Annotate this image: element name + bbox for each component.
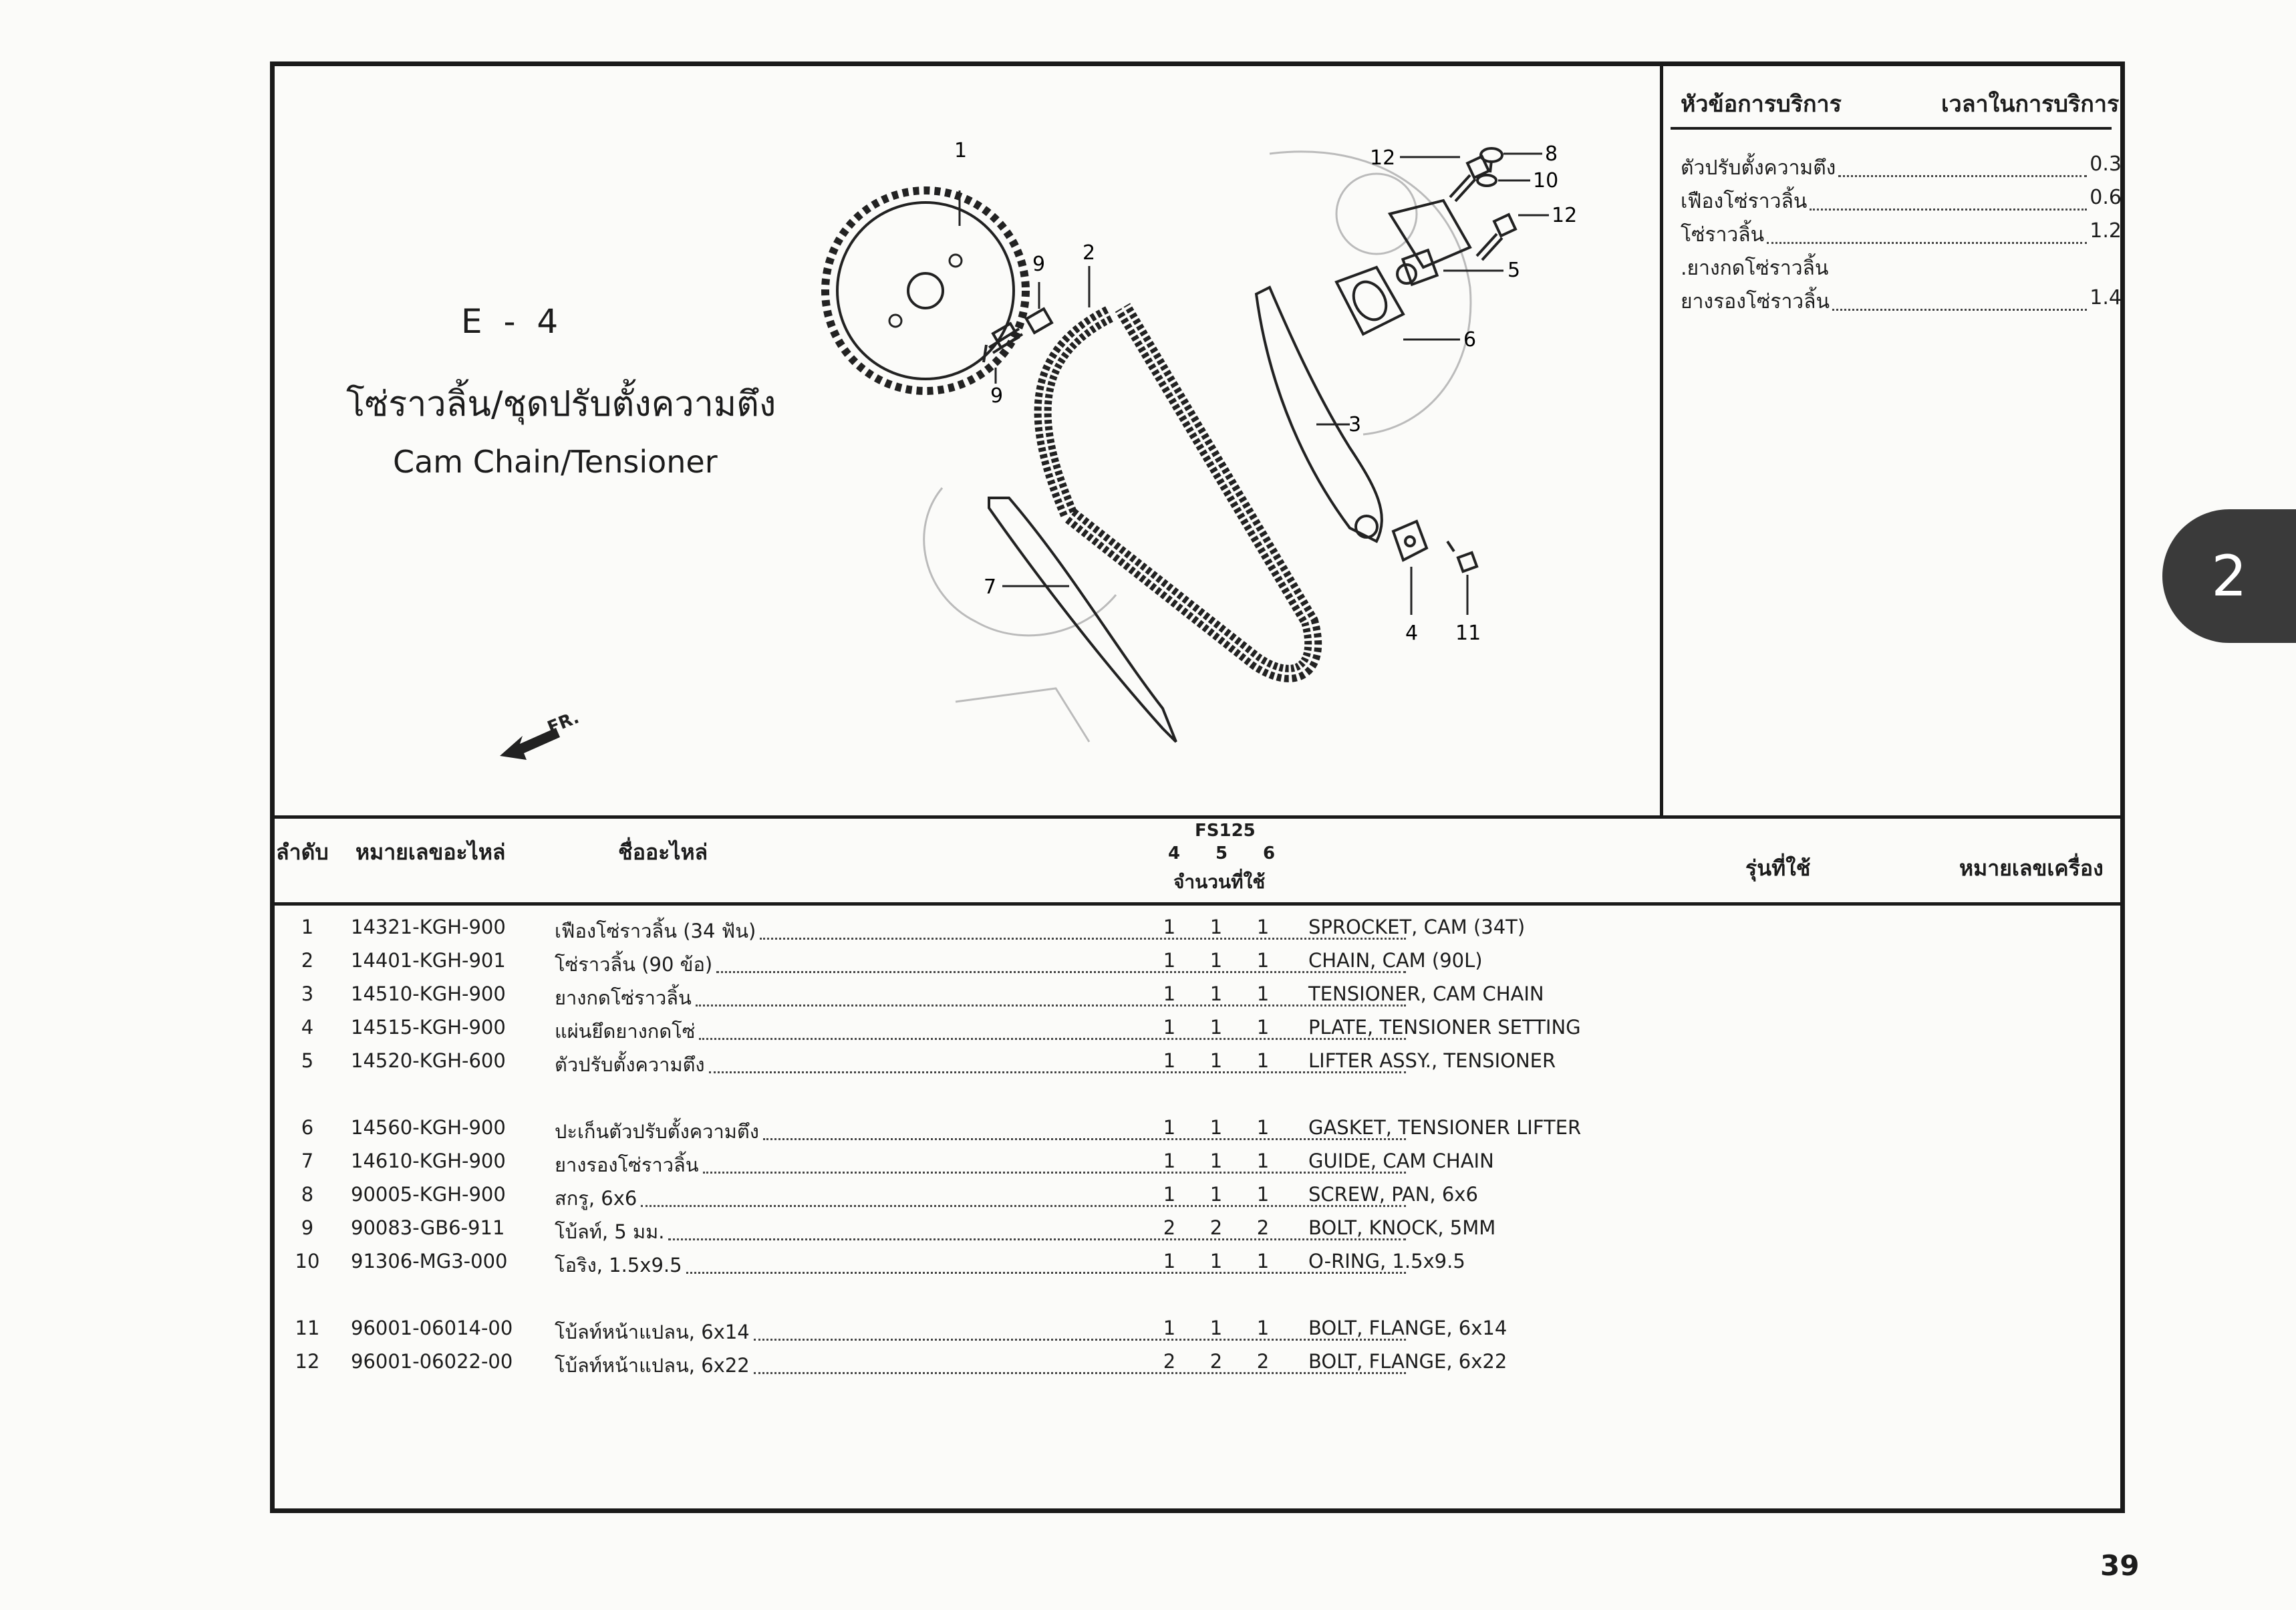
part-name-english: PLATE, TENSIONER SETTING: [1308, 1016, 1581, 1039]
qty-col-5: 1: [1209, 982, 1223, 1005]
row-number: 3: [301, 982, 314, 1005]
qty-col-6: 1: [1256, 1250, 1270, 1272]
qty-col-6: 1: [1256, 1049, 1270, 1072]
qty-col-4: 1: [1163, 1116, 1176, 1139]
row-number: 2: [301, 949, 314, 972]
part-number: 90083-GB6-911: [351, 1216, 505, 1239]
direction-label: FR.: [545, 707, 582, 739]
leader-dots: [1767, 219, 2087, 244]
part-name-thai-text: โบ้ลท์หน้าแปลน, 6x22: [555, 1354, 750, 1377]
part-name-thai-text: ตัวปรับตั้งความตึง: [555, 1053, 705, 1076]
service-item: [1681, 186, 2122, 217]
qty-col-5: 2: [1209, 1216, 1223, 1239]
service-item: [1681, 286, 2122, 317]
service-item-time: 0.6: [2090, 186, 2122, 209]
service-item-time: 0.3: [2090, 152, 2122, 176]
leader-dots: [1838, 152, 2087, 177]
callout-12-top: 12: [1370, 146, 1396, 170]
cam-sprocket: [825, 190, 1026, 391]
header-model: FS125: [1195, 821, 1256, 841]
cam-chain: [1043, 307, 1314, 674]
qty-col-6: 1: [1256, 1016, 1270, 1039]
part-name-english: LIFTER ASSY., TENSIONER: [1308, 1049, 1556, 1072]
section-title-english: Cam Chain/Tensioner: [393, 444, 718, 480]
qty-col-6: 2: [1256, 1350, 1270, 1373]
part-name-english: GUIDE, CAM CHAIN: [1308, 1150, 1494, 1172]
page-number: 39: [2100, 1549, 2140, 1582]
part-name-thai: [555, 1049, 1410, 1080]
knock-bolt: [984, 309, 1052, 362]
leader-dots: [703, 1150, 1406, 1174]
service-item: [1681, 253, 2122, 284]
part-name-thai-text: โอริง, 1.5x9.5: [555, 1254, 682, 1277]
part-name-thai: [555, 1016, 1410, 1047]
table-row: [287, 1216, 1624, 1250]
qty-col-6: 1: [1256, 949, 1270, 972]
section-code: E - 4: [461, 302, 564, 341]
row-number: 8: [301, 1183, 314, 1206]
leader-dots: [709, 1049, 1406, 1073]
service-item-time: 1.4: [2090, 286, 2122, 309]
table-row: [287, 982, 1624, 1016]
part-name-thai-text: ปะเก็นตัวปรับตั้งความตึง: [555, 1120, 759, 1143]
qty-col-6: 1: [1256, 1150, 1270, 1172]
qty-col-5: 1: [1209, 1150, 1223, 1172]
part-number: 96001-06014-00: [351, 1317, 513, 1339]
service-topic-header: หัวข้อการบริการ: [1681, 91, 1842, 118]
table-row: [287, 1350, 1624, 1383]
leader-dots: [686, 1250, 1406, 1274]
part-number: 14610-KGH-900: [351, 1150, 506, 1172]
tensioner-setting-plate: [1393, 521, 1427, 560]
table-row: [287, 1317, 1624, 1350]
row-number: 12: [295, 1350, 320, 1373]
qty-col-5: 1: [1209, 1116, 1223, 1139]
divider-service-header: [1671, 127, 2112, 130]
part-name-english: SCREW, PAN, 6x6: [1308, 1183, 1478, 1206]
header-model-col-6: 6: [1263, 843, 1276, 863]
header-model-col-5: 5: [1215, 843, 1228, 863]
qty-col-4: 1: [1163, 1183, 1176, 1206]
divider-service-panel: [1660, 61, 1663, 818]
divider-table-top: [270, 815, 2125, 819]
qty-col-4: 2: [1163, 1216, 1176, 1239]
row-number: 7: [301, 1150, 314, 1172]
callout-10: 10: [1533, 169, 1559, 192]
leader-dots: [696, 982, 1406, 1007]
part-number: 96001-06022-00: [351, 1350, 513, 1373]
part-name-thai-text: ยางรองโซ่ราวลิ้น: [555, 1154, 699, 1176]
leader-dots: [1810, 186, 2087, 211]
part-name-thai-text: แผ่นยึดยางกดโซ่: [555, 1020, 696, 1043]
qty-col-4: 1: [1163, 1016, 1176, 1039]
header-model-col-4: 4: [1168, 843, 1181, 863]
chapter-tab: 2: [2162, 509, 2296, 643]
service-time-header: เวลาในการบริการ: [1941, 91, 2120, 118]
callout-11: 11: [1455, 622, 1481, 645]
qty-col-5: 1: [1209, 1016, 1223, 1039]
part-name-thai: [555, 1150, 1410, 1180]
qty-col-5: 1: [1209, 1317, 1223, 1339]
qty-col-4: 1: [1163, 1250, 1176, 1272]
table-row: [287, 1250, 1624, 1283]
exploded-parts-diagram: [802, 114, 1604, 749]
part-number: 91306-MG3-000: [351, 1250, 508, 1272]
qty-col-6: 1: [1256, 916, 1270, 938]
service-item-label: .ยางกดโซ่ราวลิ้น: [1681, 257, 1829, 280]
qty-col-4: 1: [1163, 916, 1176, 938]
table-row: [287, 1016, 1624, 1049]
callout-4: 4: [1405, 622, 1419, 645]
callout-5: 5: [1508, 259, 1521, 282]
divider-header-bottom: [270, 902, 2125, 906]
part-number: 14510-KGH-900: [351, 982, 506, 1005]
qty-col-5: 1: [1209, 1250, 1223, 1272]
table-row: [287, 1183, 1624, 1216]
header-no: ลำดับ: [276, 839, 329, 865]
part-name-thai-text: โบ้ลท์หน้าแปลน, 6x14: [555, 1321, 750, 1343]
part-name-thai: [555, 1216, 1410, 1247]
part-name-english: BOLT, FLANGE, 6x14: [1308, 1317, 1508, 1339]
qty-col-6: 1: [1256, 1317, 1270, 1339]
leader-dots: [716, 949, 1406, 973]
callout-9-top: 9: [1032, 253, 1046, 276]
service-item-label: เฟืองโซ่ราวลิ้น: [1681, 190, 1808, 213]
part-name-thai: [555, 1317, 1410, 1347]
header-part-number: หมายเลขอะไหล่: [355, 839, 506, 865]
qty-col-4: 1: [1163, 1317, 1176, 1339]
table-row: [287, 916, 1624, 949]
chain-tensioner: [1256, 287, 1382, 541]
service-item-label: ยางรองโซ่ราวลิ้น: [1681, 290, 1830, 313]
service-item: [1681, 219, 2122, 251]
callout-9-bottom: 9: [990, 384, 1004, 408]
part-name-english: TENSIONER, CAM CHAIN: [1308, 982, 1544, 1005]
header-part-name: ชื่ออะไหล่: [618, 839, 708, 865]
qty-col-4: 1: [1163, 1049, 1176, 1072]
callout-12-bottom: 12: [1552, 204, 1578, 227]
qty-col-6: 1: [1256, 982, 1270, 1005]
leader-dots: [1832, 286, 2087, 311]
part-number: 90005-KGH-900: [351, 1183, 506, 1206]
table-row: [287, 1116, 1624, 1150]
part-name-thai: [555, 1250, 1410, 1281]
part-name-thai: [555, 982, 1410, 1013]
callout-8: 8: [1545, 142, 1558, 166]
qty-col-6: 2: [1256, 1216, 1270, 1239]
row-number: 4: [301, 1016, 314, 1039]
qty-col-5: 1: [1209, 1183, 1223, 1206]
part-name-english: CHAIN, CAM (90L): [1308, 949, 1483, 972]
front-direction-arrow: [494, 705, 588, 768]
qty-col-6: 1: [1256, 1116, 1270, 1139]
service-item: [1681, 152, 2122, 184]
leader-dots: [699, 1016, 1406, 1040]
qty-col-4: 2: [1163, 1350, 1176, 1373]
section-title-thai: โซ่ราวลิ้น/ชุดปรับตั้งความตึง: [346, 384, 776, 424]
table-row: [287, 1049, 1624, 1083]
row-number: 9: [301, 1216, 314, 1239]
flange-bolt-6x22: [1450, 156, 1516, 260]
part-name-thai-text: สกรู, 6x6: [555, 1187, 637, 1210]
part-name-thai-text: โบ้ลท์, 5 มม.: [555, 1220, 665, 1243]
qty-col-5: 1: [1209, 1049, 1223, 1072]
qty-col-5: 1: [1209, 949, 1223, 972]
part-number: 14401-KGH-901: [351, 949, 506, 972]
part-name-english: GASKET, TENSIONER LIFTER: [1308, 1116, 1582, 1139]
service-item-time: 1.2: [2090, 219, 2122, 243]
qty-col-4: 1: [1163, 949, 1176, 972]
part-number: 14321-KGH-900: [351, 916, 506, 938]
pan-screw: [1481, 148, 1502, 172]
part-name-english: O-RING, 1.5x9.5: [1308, 1250, 1465, 1272]
row-number: 5: [301, 1049, 314, 1072]
callout-3: 3: [1348, 413, 1362, 436]
leader-dots: [641, 1183, 1406, 1207]
part-number: 14515-KGH-900: [351, 1016, 506, 1039]
part-name-english: SPROCKET, CAM (34T): [1308, 916, 1526, 938]
part-name-thai: [555, 949, 1410, 980]
flange-bolt-6x14: [1447, 541, 1477, 571]
callout-1: 1: [954, 139, 968, 162]
leader-dots: [668, 1216, 1406, 1240]
row-number: 10: [295, 1250, 320, 1272]
row-number: 1: [301, 916, 314, 938]
row-number: 6: [301, 1116, 314, 1139]
callout-7: 7: [984, 575, 997, 599]
service-item-label: ตัวปรับตั้งความตึง: [1681, 156, 1836, 180]
part-name-thai-text: เฟืองโซ่ราวลิ้น (34 ฟัน): [555, 920, 756, 942]
part-name-english: BOLT, KNOCK, 5MM: [1308, 1216, 1496, 1239]
row-number: 11: [295, 1317, 320, 1339]
qty-col-4: 1: [1163, 982, 1176, 1005]
qty-col-4: 1: [1163, 1150, 1176, 1172]
part-name-thai: [555, 1116, 1410, 1147]
qty-col-5: 1: [1209, 916, 1223, 938]
header-quantity: จำนวนที่ใช้: [1173, 871, 1266, 893]
header-model-used: รุ่นที่ใช้: [1745, 855, 1811, 881]
callout-6: 6: [1463, 328, 1477, 352]
header-engine-number: หมายเลขเครื่อง: [1959, 855, 2104, 881]
table-row: [287, 949, 1624, 982]
part-name-thai-text: โซ่ราวลิ้น (90 ข้อ): [555, 953, 713, 976]
tensioner-lifter-gasket: [1336, 267, 1403, 334]
qty-col-5: 2: [1209, 1350, 1223, 1373]
qty-col-6: 1: [1256, 1183, 1270, 1206]
o-ring: [1477, 175, 1496, 186]
part-name-thai: [555, 916, 1410, 946]
callout-2: 2: [1083, 241, 1096, 265]
part-name-english: BOLT, FLANGE, 6x22: [1308, 1350, 1508, 1373]
part-number: 14560-KGH-900: [351, 1116, 506, 1139]
service-item-label: โซ่ราวลิ้น: [1681, 223, 1765, 247]
table-row: [287, 1150, 1624, 1183]
part-name-thai: [555, 1350, 1410, 1381]
part-name-thai: [555, 1183, 1410, 1214]
part-name-thai-text: ยางกดโซ่ราวลิ้น: [555, 986, 692, 1009]
part-number: 14520-KGH-600: [351, 1049, 506, 1072]
